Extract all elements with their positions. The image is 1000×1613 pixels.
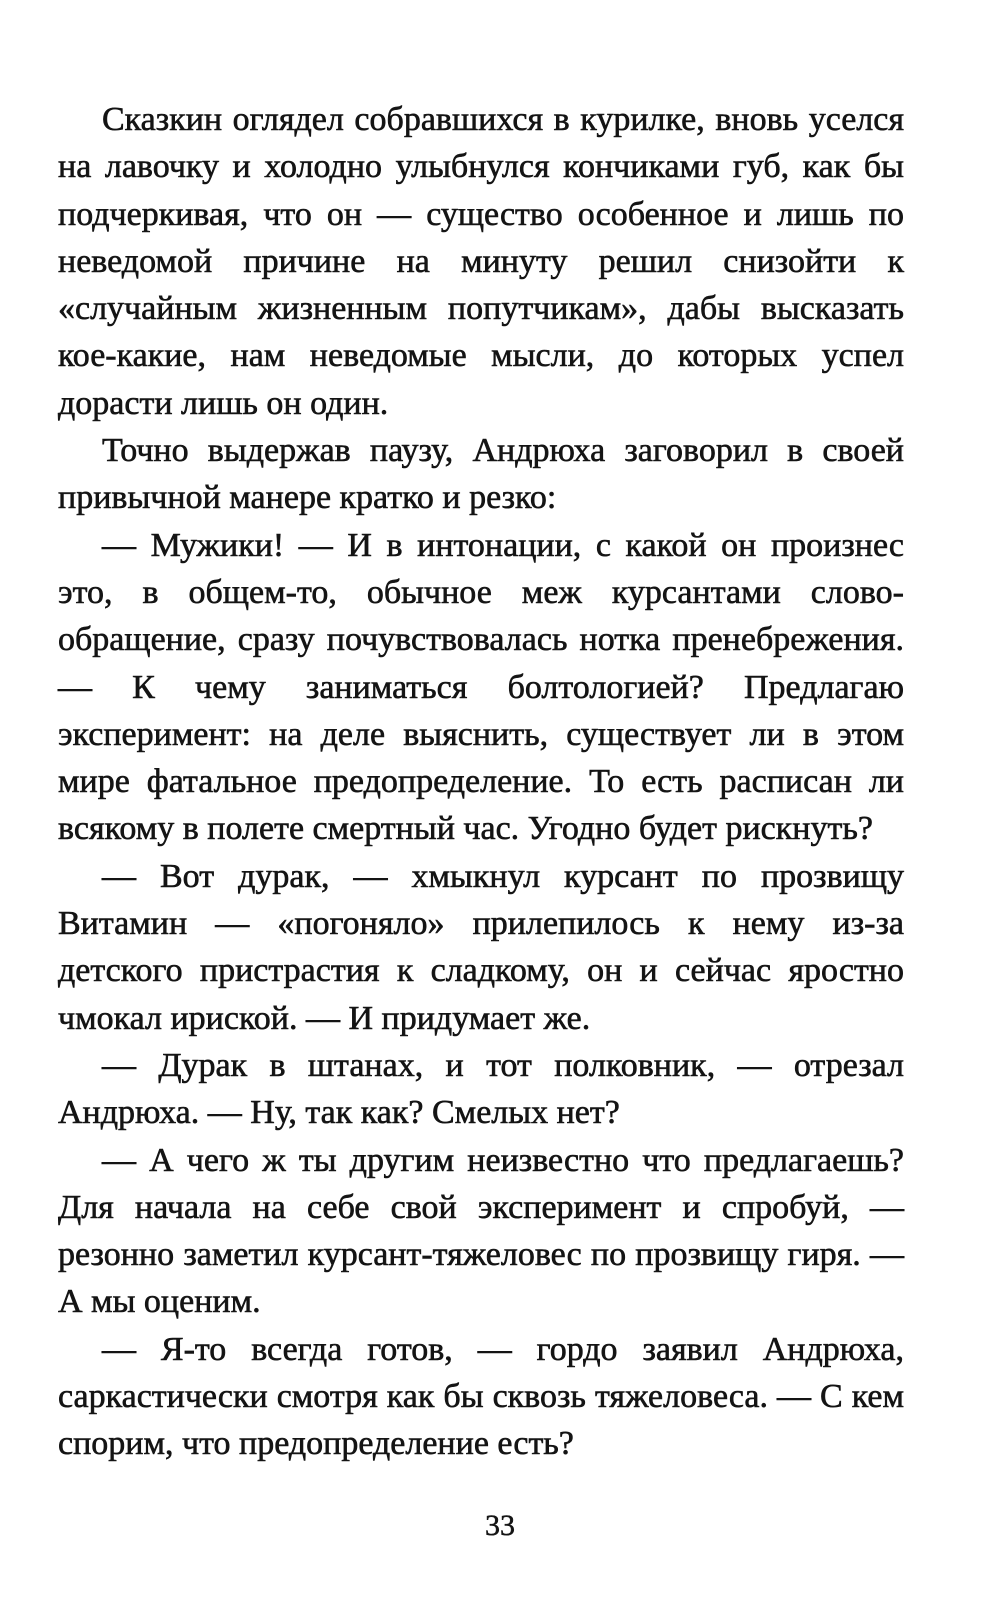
paragraph: — Дурак в штанах, и тот полковник, — отрезал Андрюха. — Ну, так как? Смелых нет? bbox=[58, 1046, 904, 1132]
paragraph: — Я-то всегда готов, — гордо заявил Андрюха, саркастически смотря как бы сквозь тяжеловеса. — С кем спорим, что предопределение есть? bbox=[58, 1330, 904, 1463]
paragraph: — А чего ж ты другим неизвестно что предлагаешь? Для начала на себе свой эксперимент и спробуй, — резонно заметил курсант-тяжеловес по прозвищу гиря. — А мы оценим. bbox=[58, 1141, 904, 1321]
page-number: 33 bbox=[485, 1509, 515, 1542]
paragraph: — Вот дурак, — хмыкнул курсант по прозвищу Витамин — «погоняло» прилепилось к нему из-за детского пристрастия к сладкому, он и сейчас яростно чмокал ириской. — И придумает же. bbox=[58, 857, 904, 1037]
paragraph: Точно выдержав паузу, Андрюха заговорил в своей привычной манере кратко и резко: bbox=[58, 432, 904, 517]
paragraph: Сказкин оглядел собравшихся в курилке, вновь уселся на лавочку и холодно улыбнулся кончиками губ, как бы подчеркивая, что он — существо особенное и лишь по неведомой причине на минуту решил снизойти к «случайным жизненным попутчикам», дабы высказать кое-какие, нам неведомые мысли, до которых успел дорасти лишь он один. bbox=[58, 101, 904, 422]
book-page-text bbox=[58, 96, 904, 1468]
paragraph: — Мужики! — И в интонации, с какой он произнес это, в общем-то, обычное меж курсантами слово-обращение, сразу почувствовалась нотка пренебрежения. — К чему заниматься болтологией? Предлагаю эксперимент: на деле выяснить, существует ли в этом мире фатальное предопределение. То есть расписан ли всякому в полете смертный час. Угодно будет рискнуть? bbox=[58, 526, 904, 848]
